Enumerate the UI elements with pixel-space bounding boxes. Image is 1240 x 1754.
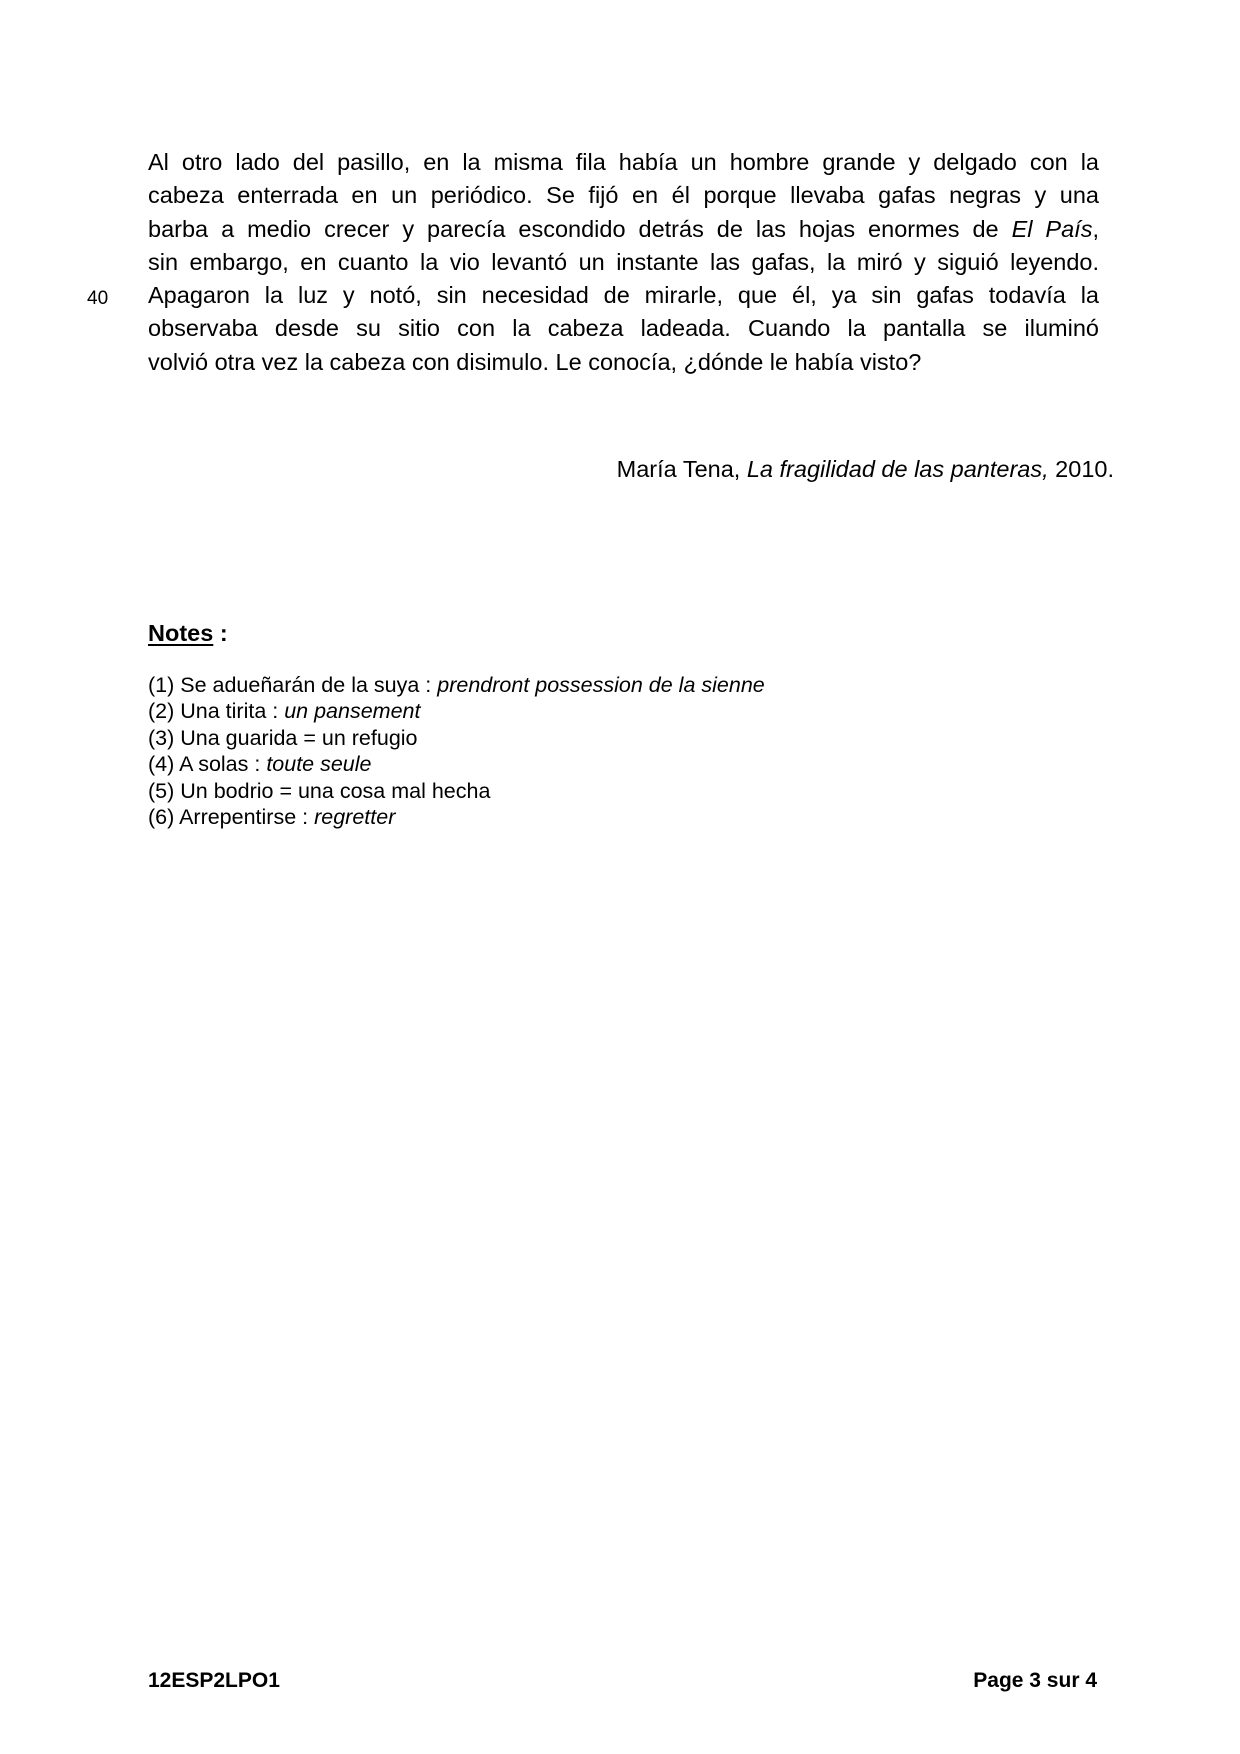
note-gloss: un pansement <box>284 699 421 724</box>
passage-line-5: Apagaron la luz y notó, sin necesidad de mirarle, que él, ya sin gafas todavía la <box>148 282 1099 309</box>
note-term: (6) Arrepentirse : <box>148 805 315 830</box>
attribution-author: María Tena, <box>616 456 747 482</box>
line-number: 40 <box>87 288 109 309</box>
note-gloss: regretter <box>314 805 396 830</box>
notes-heading-colon: : <box>213 620 228 646</box>
passage-line-3 <box>148 213 1099 246</box>
footer-page-number: Page 3 sur 4 <box>973 1669 1097 1692</box>
passage-text <box>148 146 1099 379</box>
passage-line-1: Al otro lado del pasillo, en la misma fila había un hombre grande y delgado con la <box>148 149 1099 175</box>
newspaper-title: El País <box>1011 215 1093 242</box>
note-item-6 <box>148 804 765 830</box>
passage-line-3-end: , <box>1092 215 1099 242</box>
attribution <box>617 454 1114 484</box>
note-item-2 <box>148 698 765 724</box>
passage-line-4: sin embargo, en cuanto la vio levantó un instante las gafas, la miró y siguió leyendo. <box>148 248 1099 275</box>
passage-line-7: volvió otra vez la cabeza con disimulo. Le conocía, ¿dónde le había visto? <box>148 348 922 375</box>
passage-line-6: observaba desde su sitio con la cabeza ladeada. Cuando la pantalla se iluminó <box>148 315 1099 342</box>
note-item-1 <box>148 672 765 698</box>
attribution-title: La fragilidad de las panteras, <box>746 456 1049 482</box>
notes-heading-label: Notes <box>148 620 214 646</box>
note-item-5 <box>148 778 765 804</box>
attribution-year: 2010. <box>1048 456 1114 482</box>
passage-line-3-text: barba a medio crecer y parecía escondido detrás de las hojas enormes de <box>148 215 1012 242</box>
footer-exam-code: 12ESP2LPO1 <box>148 1669 280 1692</box>
note-gloss: toute seule <box>266 752 372 777</box>
note-item-4 <box>148 751 765 777</box>
passage-line-2: cabeza enterrada en un periódico. Se fijó en él porque llevaba gafas negras y una <box>148 182 1099 209</box>
notes-heading <box>148 618 228 648</box>
note-item-3 <box>148 725 765 751</box>
note-gloss: prendront possession de la sienne <box>437 673 765 697</box>
note-term: (5) Un bodrio = una cosa mal hecha <box>148 778 491 803</box>
notes-list <box>148 672 765 830</box>
note-term: (2) Una tirita : <box>148 699 285 724</box>
note-term: (4) A solas : <box>148 752 267 777</box>
note-term: (1) Se adueñarán de la suya : <box>148 673 438 697</box>
note-term: (3) Una guarida = un refugio <box>148 725 418 750</box>
